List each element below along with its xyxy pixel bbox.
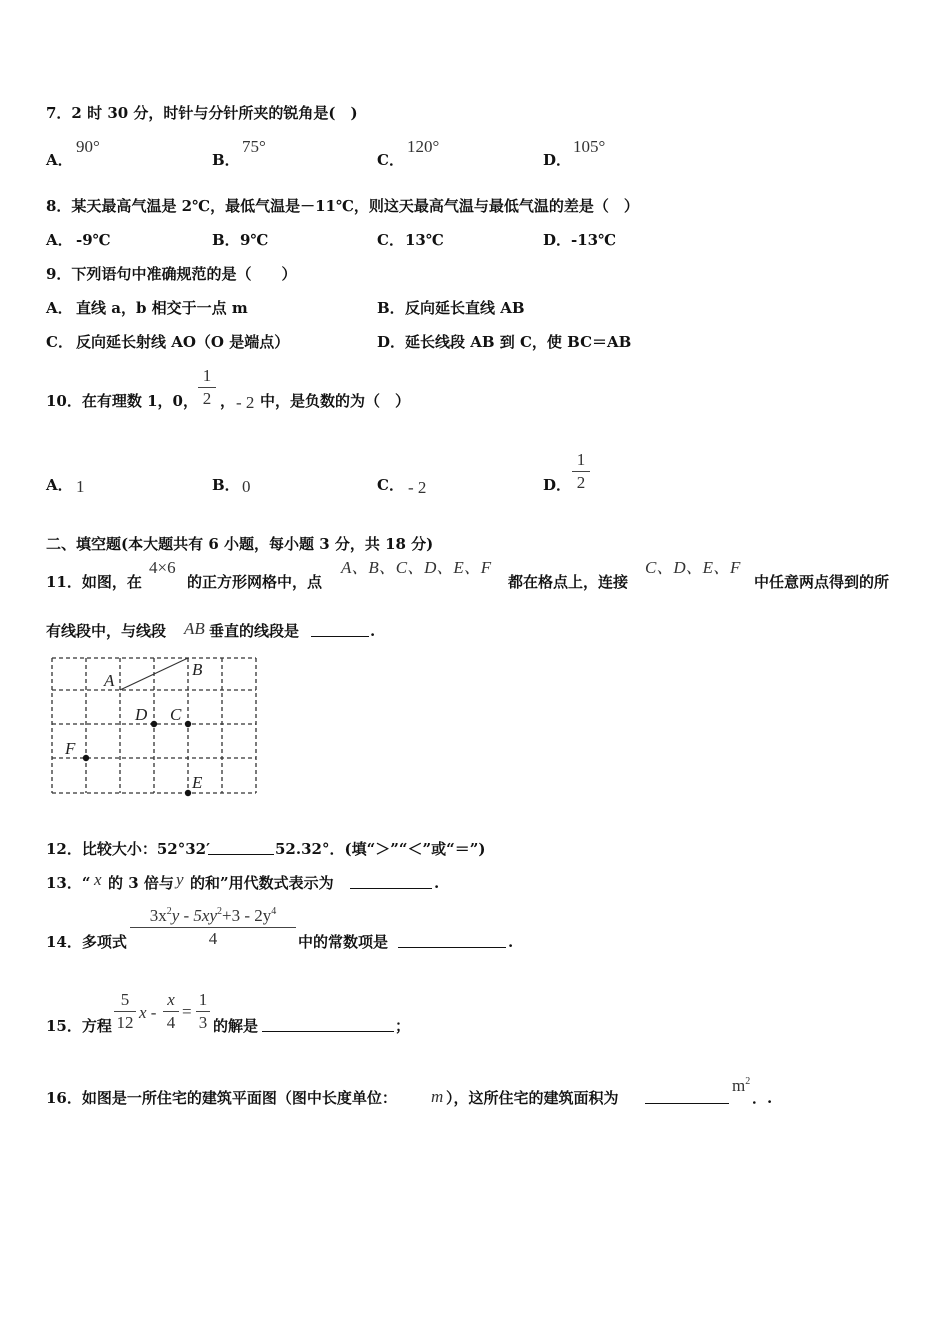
q14-exp-b: 2 — [217, 906, 223, 917]
label-d: D — [135, 705, 148, 724]
q15-f1-num: 5 — [120, 990, 130, 1009]
q15-f2-num: x — [167, 990, 175, 1009]
q15-f1-den: 12 — [116, 1013, 134, 1032]
q15-f3-num: 1 — [198, 990, 208, 1009]
q7-stem: 7．2 时 30 分，时针与分针所夹的锐角是( ) — [46, 104, 358, 122]
q11-text-5: 有线段中，与线段 — [46, 622, 167, 640]
q9-option-a-label: A． — [46, 299, 73, 317]
q15-end: ； — [395, 1017, 411, 1035]
q15-f1-bar — [114, 1011, 136, 1012]
q14-denominator: 4 — [208, 929, 218, 948]
q14-answer-blank — [398, 933, 506, 948]
q11-points: A、B、C、D、E、F — [341, 558, 492, 577]
q10-fraction-half — [198, 366, 216, 409]
q10-option-b-label: B． — [212, 476, 240, 494]
q8-option-a-label: A． — [46, 231, 73, 249]
q7-option-c-value: 120° — [407, 137, 440, 156]
q10-option-b-value: 0 — [242, 477, 251, 496]
q12-answer-blank — [208, 840, 274, 855]
q15-fraction-3 — [196, 990, 210, 1033]
label-e: E — [192, 773, 203, 792]
q13-text-3: 的和”用代数式表示为 — [190, 874, 334, 892]
q10-fraction-numerator: 1 — [202, 366, 212, 385]
point-d — [151, 721, 157, 727]
q13-y: y — [176, 870, 184, 889]
q10-option-a-label: A． — [46, 476, 73, 494]
q11-text-1: 11．如图，在 — [46, 573, 142, 591]
q15-fraction-1 — [114, 990, 136, 1033]
q16-unit-letter: m — [732, 1076, 746, 1095]
q11-text-4: 中任意两点得到的所 — [754, 573, 890, 591]
q7-option-a-value: 90° — [76, 137, 100, 156]
q8-option-b-value: 9℃ — [240, 231, 269, 249]
q9-option-d-value: 延长线段 AB 到 C，使 BC＝AB — [405, 333, 632, 351]
q10-option-c-label: C． — [377, 476, 404, 494]
q11-text-6: 垂直的线段是 — [209, 622, 300, 640]
q16-unit-area — [732, 1076, 750, 1099]
q15-fraction-2 — [163, 990, 179, 1033]
q11-grid-size: 4×6 — [149, 558, 176, 577]
q15-answer-blank — [262, 1017, 394, 1032]
q8-option-d-label: D． — [543, 231, 572, 249]
q9-option-a-value: 直线 a，b 相交于一点 m — [76, 299, 248, 317]
q10-option-d-label: D． — [543, 476, 572, 494]
q10-neg-two: - 2 — [236, 393, 255, 412]
q11-points-2: C、D、E、F — [645, 558, 741, 577]
q11-text-3: 都在格点上，连接 — [508, 573, 629, 591]
q14-term-b: y - 5xy — [171, 906, 218, 925]
q9-option-d-label: D． — [377, 333, 406, 351]
q11-text-2: 的正方形网格中，点 — [187, 573, 323, 591]
q16-text-1: 16．如图是一所住宅的建筑平面图（图中长度单位： — [46, 1089, 397, 1107]
q8-option-b-label: B． — [212, 231, 240, 249]
q11-answer-blank — [311, 622, 369, 637]
q10-stem-end: 中，是负数的为（ ） — [260, 392, 411, 410]
q8-option-d-value: -13℃ — [571, 231, 617, 249]
q10-option-a-value: 1 — [76, 477, 85, 496]
q11-ab: AB — [184, 619, 205, 638]
q14-polynomial-fraction — [130, 906, 296, 949]
q10-option-d-bar — [572, 471, 590, 472]
q15-f2-den: 4 — [166, 1013, 176, 1032]
q13-x: x — [94, 870, 102, 889]
q10-option-d-fraction — [572, 450, 590, 493]
q13-answer-blank — [350, 874, 432, 889]
segment-ab — [120, 658, 188, 690]
q14-exp-c: 4 — [271, 906, 277, 917]
q8-option-c-label: C． — [377, 231, 404, 249]
q14-fraction-bar — [130, 927, 296, 928]
q16-text-2: ），这所住宅的建筑面积为 — [446, 1089, 619, 1107]
q10-option-d-numerator: 1 — [576, 450, 586, 469]
q14-end: . — [508, 933, 514, 951]
q14-term-c: +3 - 2y — [222, 906, 272, 925]
q10-stem-start: 10．在有理数 1，0， — [46, 392, 198, 410]
q15-equals: = — [182, 1002, 192, 1021]
q9-option-b-value: 反向延长直线 AB — [405, 299, 525, 317]
label-c: C — [170, 705, 182, 724]
q16-unit-m: m — [431, 1087, 444, 1106]
q11-end: . — [370, 622, 376, 640]
q15-x-minus: x - — [139, 1003, 157, 1022]
q13-text-2: 的 3 倍与 — [108, 874, 174, 892]
q8-stem: 8．某天最高气温是 2℃，最低气温是－11℃，则这天最高气温与最低气温的差是（ ） — [46, 197, 639, 215]
q15-f3-den: 3 — [198, 1013, 208, 1032]
q8-option-a-value: -9℃ — [76, 231, 111, 249]
q9-stem: 9．下列语句中准确规范的是（ ） — [46, 265, 297, 283]
q7-option-b-label: B． — [212, 151, 240, 169]
q7-option-a-label: A． — [46, 151, 73, 169]
q12-text-1: 12．比较大小：52°32′ — [46, 840, 211, 858]
q16-answer-blank — [645, 1089, 729, 1104]
q14-text-1: 14．多项式 — [46, 933, 127, 951]
q7-option-d-label: D． — [543, 151, 572, 169]
q15-text-1: 15．方程 — [46, 1017, 112, 1035]
point-f — [83, 755, 89, 761]
q15-f3-bar — [196, 1011, 210, 1012]
q11-grid-figure — [44, 650, 264, 800]
q15-f2-bar — [163, 1011, 179, 1012]
q10-option-d-denominator: 2 — [576, 473, 586, 492]
q14-numerator — [130, 906, 296, 926]
q13-text-1: 13．“ — [46, 874, 91, 892]
q13-end: . — [434, 874, 440, 892]
q7-option-d-value: 105° — [573, 137, 606, 156]
q12-text-2: 52.32°．(填“＞”“＜”或“＝”) — [275, 840, 486, 858]
q9-option-c-value: 反向延长射线 AO（O 是端点） — [76, 333, 290, 351]
q10-option-c-value: - 2 — [408, 478, 427, 497]
q8-option-c-value: 13℃ — [405, 231, 444, 249]
q7-option-b-value: 75° — [242, 137, 266, 156]
point-e — [185, 790, 191, 796]
q16-unit-exponent: 2 — [745, 1076, 751, 1087]
q15-text-2: 的解是 — [213, 1017, 259, 1035]
q14-text-2: 中的常数项是 — [298, 933, 389, 951]
label-a: A — [104, 671, 115, 690]
point-c — [185, 721, 191, 727]
q16-end: ．. — [752, 1089, 773, 1107]
q14-term-a: 3x — [149, 906, 167, 925]
label-f: F — [65, 739, 76, 758]
q7-option-c-label: C． — [377, 151, 404, 169]
q10-fraction-denominator: 2 — [202, 389, 212, 408]
section-2-heading: 二、填空题(本大题共有 6 小题，每小题 3 分，共 18 分) — [46, 535, 434, 553]
q10-fraction-bar — [198, 387, 216, 388]
label-b: B — [192, 660, 203, 679]
q10-comma: ， — [220, 392, 236, 410]
q9-option-c-label: C． — [46, 333, 73, 351]
q14-exp-a: 2 — [166, 906, 172, 917]
q9-option-b-label: B． — [377, 299, 405, 317]
